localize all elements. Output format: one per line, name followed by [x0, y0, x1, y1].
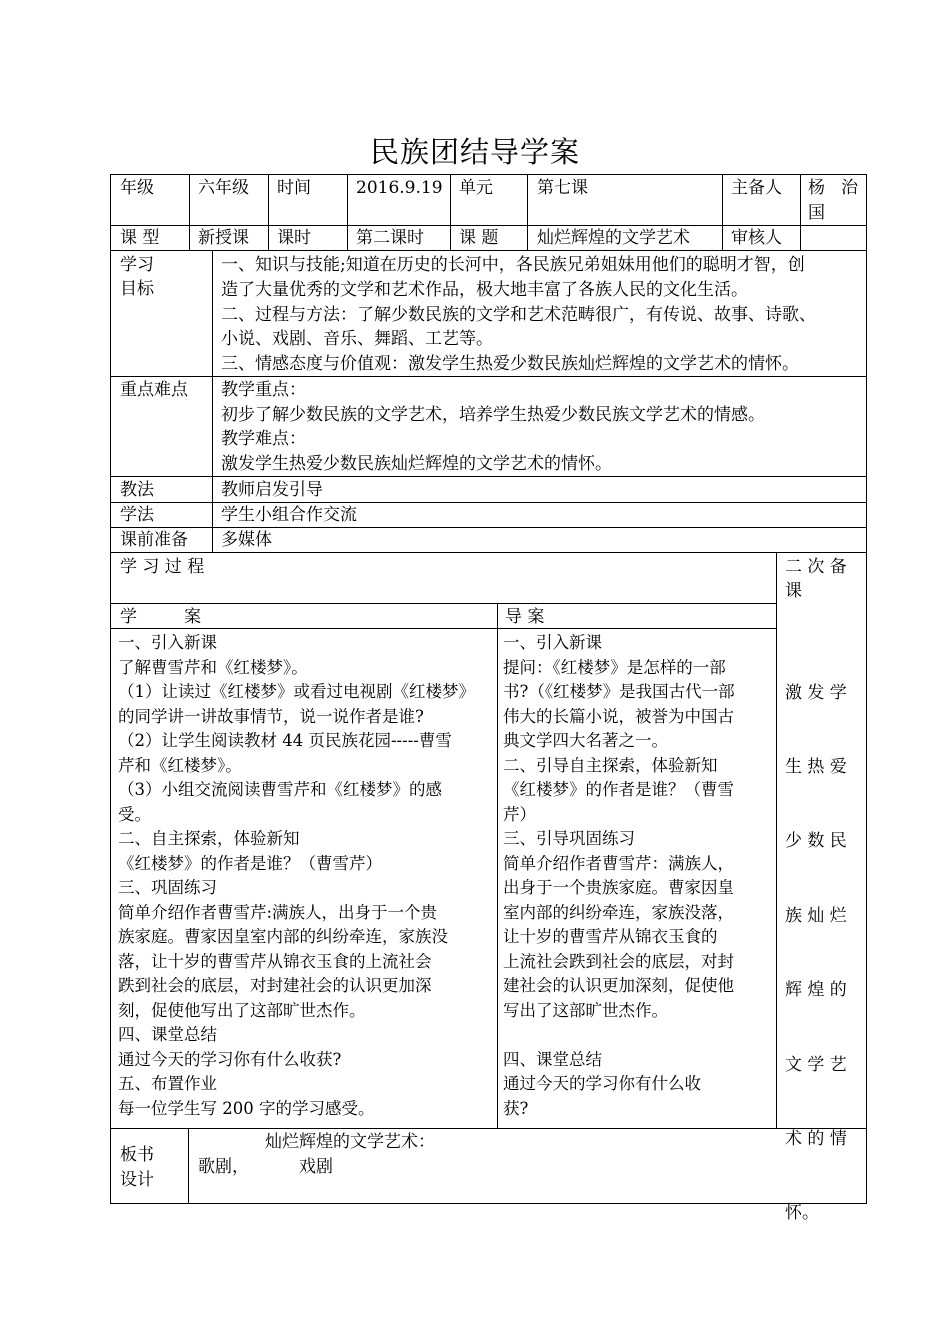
- second-prep-label-1: 二 次 备: [785, 557, 847, 577]
- guide-plan-line: 四、课堂总结: [503, 1049, 602, 1069]
- type-label: 课 型: [120, 228, 160, 248]
- guide-plan-line: 提问：《红楼梦》是怎样的一部: [503, 657, 726, 677]
- guide-plan-line: 通过今天的学习你有什么收: [503, 1074, 701, 1093]
- teaching-method-label: 教法: [120, 480, 154, 500]
- preparer-value: 杨 治 国: [808, 178, 858, 223]
- grade-label: 年级: [120, 178, 154, 198]
- student-plan-line: 的同学讲一讲故事情节，说一说作者是谁?: [118, 706, 424, 726]
- guide-plan-line: 写出了这部旷世杰作。: [503, 1000, 668, 1020]
- student-plan-line: （2）让学生阅读教材 44 页民族花园-----曹雪: [118, 731, 452, 750]
- second-prep-line: 生 热 爱: [785, 756, 847, 777]
- learning-method-label: 学法: [120, 505, 154, 525]
- second-prep-line: 族 灿 烂: [785, 905, 847, 926]
- teaching-method-value: 教师启发引导: [221, 480, 323, 500]
- second-prep-line: 文 学 艺: [785, 1054, 847, 1075]
- student-header-b: 案: [184, 607, 201, 627]
- board-label-1: 板书: [120, 1145, 154, 1165]
- objectives-label-2: 目标: [120, 279, 154, 299]
- student-plan-line: （1）让读过《红楼梦》或看过电视剧《红楼梦》: [118, 682, 475, 701]
- student-plan-line: （3）小组交流阅读曹雪芹和《红楼梦》的感: [118, 780, 442, 799]
- student-plan-line: 五、布置作业: [118, 1074, 217, 1093]
- key-points-line: 激发学生热爱少数民族灿烂辉煌的文学艺术的情怀。: [221, 453, 612, 474]
- preparation-label: 课前准备: [120, 530, 188, 550]
- reviewer-label: 审核人: [731, 228, 782, 248]
- student-plan-line: 通过今天的学习你有什么收获?: [118, 1049, 342, 1069]
- student-plan-line: 了解曹雪芹和《红楼梦》。: [118, 657, 308, 677]
- period-label: 课时: [277, 228, 311, 248]
- key-points-line: 教学重点：: [221, 380, 306, 400]
- key-points-text: [221, 378, 765, 476]
- guide-plan-text: [503, 631, 735, 1121]
- guide-plan-line: 三、引导巩固练习: [503, 829, 635, 848]
- student-plan-line: 四、课堂总结: [118, 1025, 217, 1044]
- type-value: 新授课: [198, 228, 249, 248]
- guide-plan-line: 一、引入新课: [503, 633, 602, 652]
- guide-plan-line: 上流社会跌到社会的底层，对封: [503, 951, 734, 971]
- preparer-label: 主备人: [731, 178, 782, 198]
- guide-plan-line: 《红楼梦》的作者是谁？（曹雪: [503, 780, 734, 799]
- second-prep-line: 术 的 情: [785, 1128, 847, 1149]
- objectives-line: 三、情感态度与价值观：激发学生热爱少数民族灿烂辉煌的文学艺术的情怀。: [221, 354, 799, 375]
- guide-plan-line: 室内部的纠纷牵连，家族没落，: [503, 902, 734, 922]
- student-plan-line: 受。: [118, 804, 151, 824]
- guide-plan-line: 获?: [503, 1098, 529, 1118]
- second-prep-line: 辉 煌 的: [785, 980, 847, 1001]
- page-title: 民族团结导学案: [369, 135, 580, 169]
- student-plan-line: 每一位学生写 200 字的学习感受。: [118, 1098, 375, 1118]
- student-plan-line: 芹和《红楼梦》。: [118, 755, 242, 775]
- guide-plan-line: 建社会的认识更加深刻，促使他: [503, 976, 734, 995]
- student-plan-line: 简单介绍作者曹雪芹:满族人，出身于一个贵: [118, 902, 438, 922]
- guide-plan-line: 让十岁的曹雪芹从锦衣玉食的: [503, 927, 718, 946]
- second-prep-label-2: 课: [785, 581, 802, 601]
- student-header-a: 学: [120, 607, 137, 627]
- board-title: 灿烂辉煌的文学艺术：: [265, 1132, 435, 1152]
- unit-value: 第七课: [537, 178, 588, 198]
- process-label: 学 习 过 程: [120, 557, 205, 577]
- objectives-text: [221, 253, 816, 377]
- second-prep-line: 激 发 学: [785, 682, 847, 703]
- student-plan-line: 《红楼梦》的作者是谁？（曹雪芹）: [118, 853, 382, 873]
- guide-header: 导 案: [505, 607, 545, 627]
- guide-plan-line: 芹）: [503, 804, 536, 824]
- student-plan-line: 二、自主探索，体验新知: [118, 829, 300, 848]
- topic-value: 灿烂辉煌的文学艺术: [537, 228, 690, 248]
- student-plan-line: 落，让十岁的曹雪芹从锦衣玉食的上流社会: [118, 951, 432, 971]
- preparation-value: 多媒体: [221, 530, 272, 550]
- key-points-line: 教学难点：: [221, 429, 306, 449]
- student-plan-text: [118, 631, 475, 1121]
- board-item-opera: 歌剧，: [198, 1157, 249, 1177]
- student-plan-line: 刻，促使他写出了这部旷世杰作。: [118, 1000, 366, 1020]
- unit-label: 单元: [459, 178, 493, 198]
- period-value: 第二课时: [356, 228, 424, 248]
- student-plan-line: 三、巩固练习: [118, 878, 217, 897]
- objectives-line: 造了大量优秀的文学和艺术作品，极大地丰富了各族人民的文化生活。: [221, 279, 748, 300]
- guide-plan-line: [503, 1023, 735, 1048]
- grade-value: 六年级: [198, 178, 249, 198]
- guide-plan-line: 出身于一个贵族家庭。曹家因皇: [503, 878, 734, 897]
- objectives-line: 一、知识与技能;知道在历史的长河中，各民族兄弟姐妹用他们的聪明才智，创: [221, 255, 805, 275]
- student-plan-line: 跌到社会的底层，对封建社会的认识更加深: [118, 976, 432, 995]
- second-prep-text: [785, 631, 847, 1251]
- guide-plan-line: 书?（《红楼梦》是我国古代一部: [503, 682, 735, 701]
- topic-label: 课 题: [459, 228, 499, 248]
- second-prep-line: 怀。: [785, 1203, 819, 1224]
- guide-plan-line: 典文学四大名著之一。: [503, 731, 668, 750]
- second-prep-line: 少 数 民: [785, 831, 847, 852]
- objectives-line: 小说、戏剧、音乐、舞蹈、工艺等。: [221, 329, 493, 350]
- key-points-line: 初步了解少数民族的文学艺术，培养学生热爱少数民族文学艺术的情感。: [221, 404, 765, 425]
- student-plan-line: 一、引入新课: [118, 633, 217, 652]
- guide-plan-line: 二、引导自主探索，体验新知: [503, 755, 718, 775]
- learning-method-value: 学生小组合作交流: [221, 505, 357, 525]
- objectives-line: 二、过程与方法：了解少数民族的文学和艺术范畴很广，有传说、故事、诗歌、: [221, 304, 816, 325]
- guide-plan-line: 伟大的长篇小说，被誉为中国古: [503, 706, 734, 726]
- time-value: 2016.9.19: [356, 178, 443, 198]
- time-label: 时间: [277, 178, 311, 198]
- student-plan-line: 族家庭。曹家因皇室内部的纠纷牵连，家族没: [118, 927, 448, 946]
- board-item-drama: 戏剧: [299, 1157, 333, 1177]
- board-label-2: 设计: [120, 1170, 154, 1190]
- guide-plan-line: 简单介绍作者曹雪芹：满族人，: [503, 853, 734, 873]
- objectives-label-1: 学习: [120, 255, 154, 275]
- key-points-label: 重点难点: [120, 380, 188, 400]
